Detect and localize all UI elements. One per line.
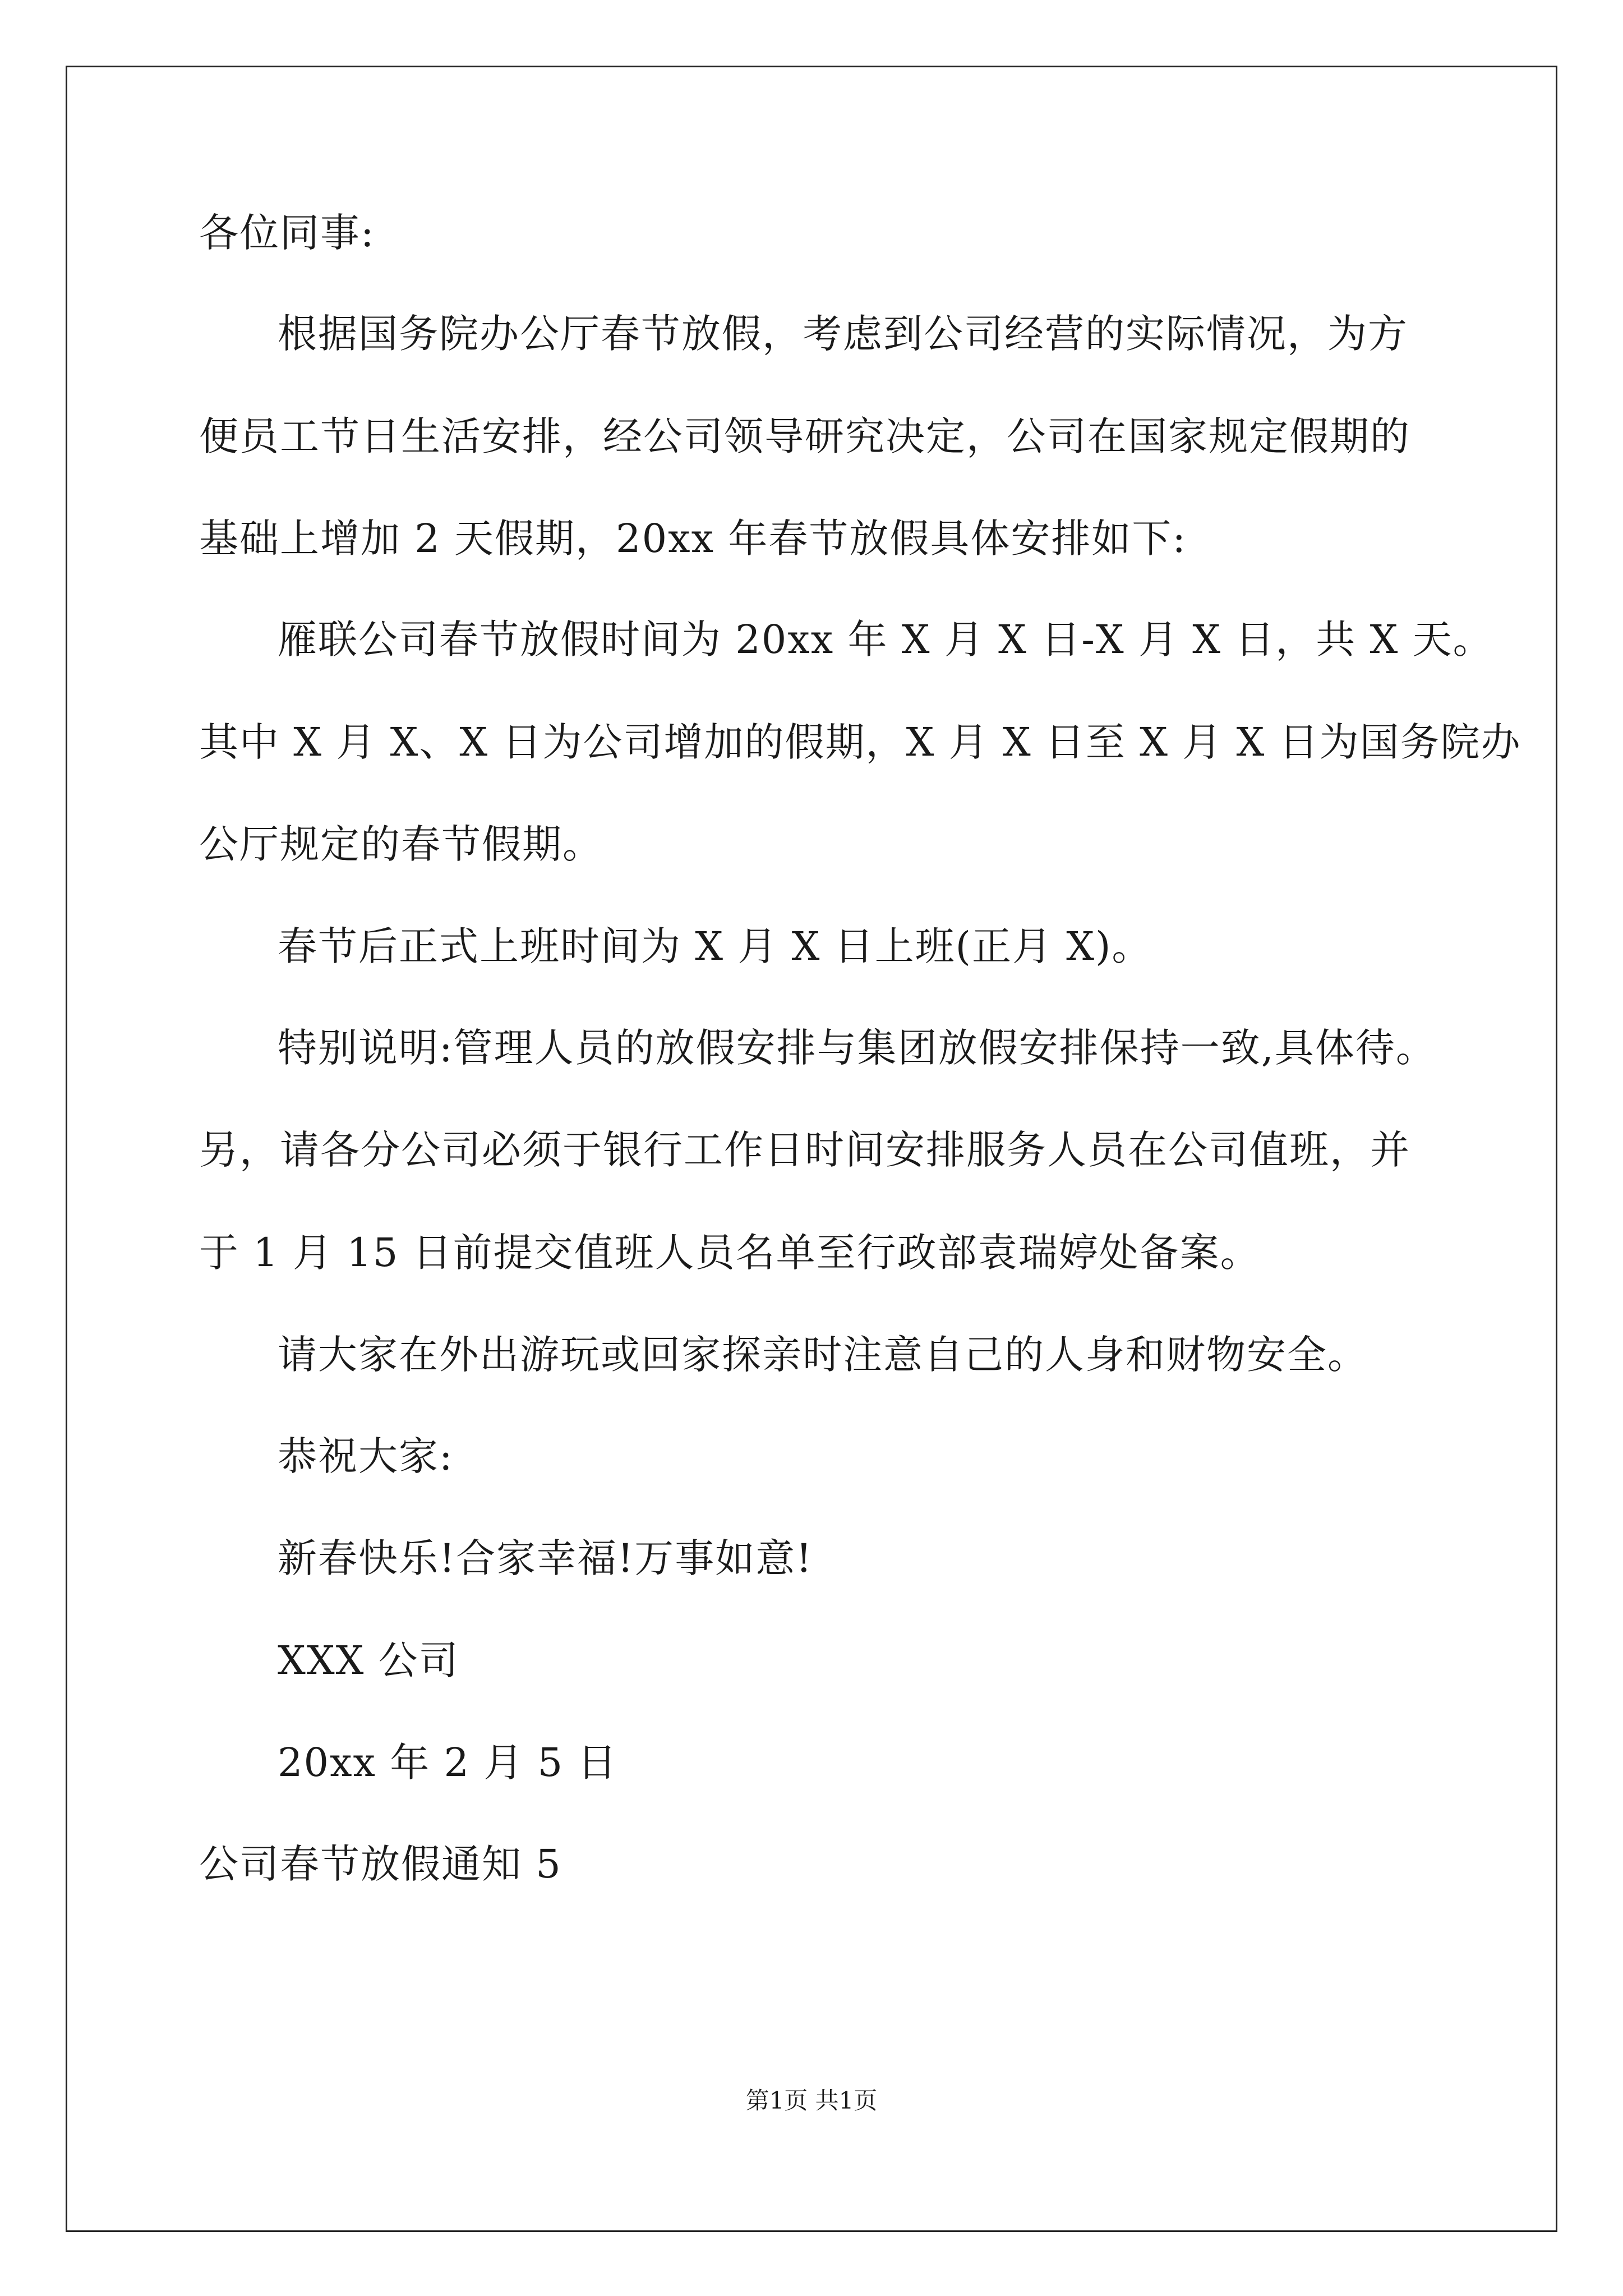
salutation: 各位同事: — [199, 210, 375, 256]
paragraph-line: 请大家在外出游玩或回家探亲时注意自己的人身和财物安全。 — [278, 1332, 1368, 1378]
paragraph-line: 特别说明:管理人员的放假安排与集团放假安排保持一致,具体待。 — [278, 1025, 1436, 1071]
paragraph-line: 其中 X 月 X、X 日为公司增加的假期，X 月 X 日至 X 月 X 日为国务院办 — [199, 719, 1521, 765]
signature-company: XXX 公司 — [278, 1637, 459, 1683]
page-footer: 第1页 共1页 — [745, 2087, 878, 2114]
paragraph-line: 公厅规定的春节假期。 — [199, 821, 603, 867]
paragraph-line: 另，请各分公司必须于银行工作日时间安排服务人员在公司值班，并 — [199, 1127, 1410, 1173]
paragraph-line: 根据国务院办公厅春节放假，考虑到公司经营的实际情况，为方 — [278, 311, 1408, 357]
greeting-line: 恭祝大家: — [278, 1433, 454, 1479]
next-section-title: 公司春节放假通知 5 — [199, 1841, 562, 1887]
paragraph-line: 于 1 月 15 日前提交值班人员名单至行政部袁瑞婷处备案。 — [199, 1230, 1261, 1276]
paragraph-line: 便员工节日生活安排，经公司领导研究决定，公司在国家规定假期的 — [199, 413, 1410, 459]
wishes-line: 新春快乐!合家幸福!万事如意! — [278, 1535, 813, 1581]
signature-date: 20xx 年 2 月 5 日 — [278, 1740, 618, 1786]
paragraph-line: 春节后正式上班时间为 X 月 X 日上班(正月 X)。 — [278, 923, 1152, 969]
paragraph-line: 基础上增加 2 天假期，20xx 年春节放假具体安排如下: — [199, 516, 1187, 562]
paragraph-line: 雁联公司春节放假时间为 20xx 年 X 月 X 日-X 月 X 日，共 X 天。 — [278, 616, 1493, 662]
